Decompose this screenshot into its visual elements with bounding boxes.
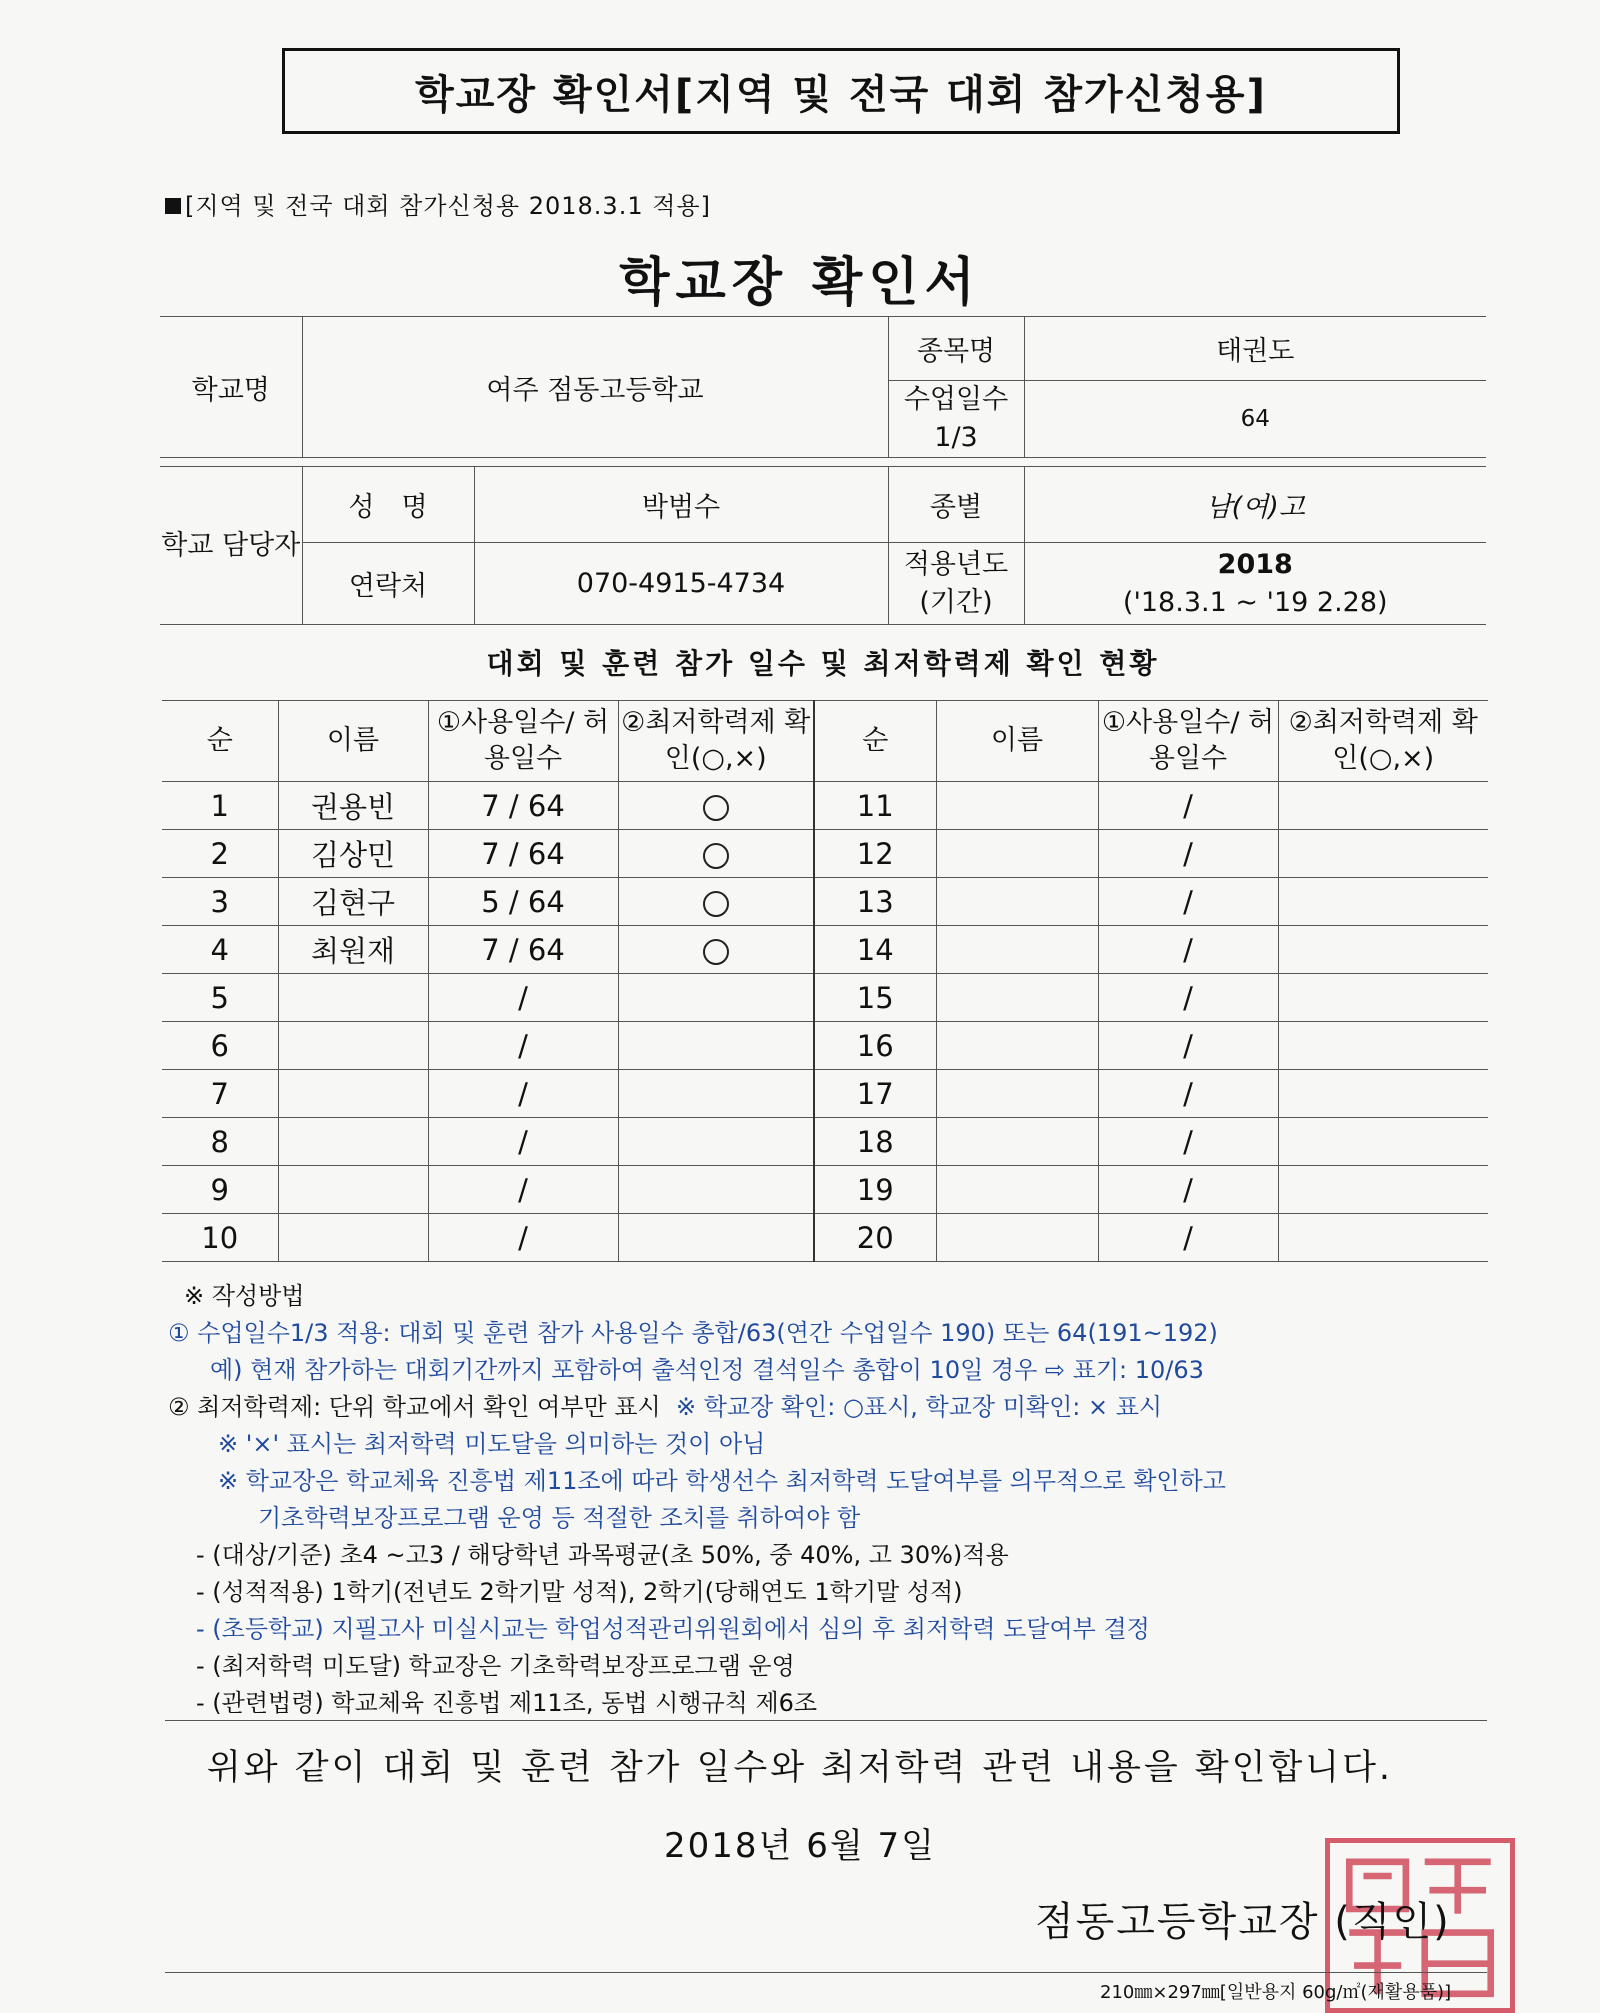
min-grade-check bbox=[1278, 1214, 1488, 1262]
min-grade-check bbox=[1278, 1166, 1488, 1214]
row-number: 17 bbox=[814, 1070, 936, 1118]
confirmed-circle-icon bbox=[703, 891, 729, 917]
table-row bbox=[162, 926, 1488, 974]
student-name: 김상민 bbox=[278, 830, 428, 878]
note-dash-4: - (최저학력 미도달) 학교장은 기초학력보장프로그램 운영 bbox=[196, 1652, 795, 1680]
document-title: 학교장 확인서 bbox=[619, 253, 981, 313]
min-grade-check bbox=[618, 926, 814, 974]
header-days: ①사용일수/ 허용일수 bbox=[428, 701, 618, 782]
days-ratio: / bbox=[1098, 974, 1278, 1022]
min-grade-check bbox=[1278, 974, 1488, 1022]
days-ratio: / bbox=[428, 1118, 618, 1166]
days-ratio: 7 / 64 bbox=[428, 926, 618, 974]
confirmed-circle-icon bbox=[703, 795, 729, 821]
table-row bbox=[162, 1070, 1488, 1118]
row-number: 18 bbox=[814, 1118, 936, 1166]
min-grade-check bbox=[1278, 830, 1488, 878]
row-number: 4 bbox=[162, 926, 278, 974]
row-number: 12 bbox=[814, 830, 936, 878]
note-4a: ※ 학교장은 학교체육 진흥법 제11조에 따라 학생선수 최저학력 도달여부를 의무적으로 확인하고 bbox=[218, 1467, 1226, 1495]
student-name bbox=[278, 974, 428, 1022]
row-number: 11 bbox=[814, 782, 936, 830]
min-grade-check bbox=[1278, 926, 1488, 974]
student-name bbox=[936, 1022, 1098, 1070]
row-number: 6 bbox=[162, 1022, 278, 1070]
note-2 bbox=[168, 1389, 1508, 1426]
row-number: 8 bbox=[162, 1118, 278, 1166]
table-row bbox=[162, 878, 1488, 926]
student-name: 김현구 bbox=[278, 878, 428, 926]
note-2b: ※ 학교장 확인: ○표시, 학교장 미확인: × 표시 bbox=[675, 1393, 1163, 1421]
student-name bbox=[936, 1070, 1098, 1118]
min-grade-check bbox=[618, 1118, 814, 1166]
min-grade-check bbox=[1278, 878, 1488, 926]
header-name: 이름 bbox=[936, 701, 1098, 782]
row-number: 19 bbox=[814, 1166, 936, 1214]
instructions-heading: ※ 작성방법 bbox=[184, 1282, 305, 1310]
row-number: 3 bbox=[162, 878, 278, 926]
instructions bbox=[168, 1278, 1508, 1722]
note-dash-2: - (성적적용) 1학기(전년도 2학기말 성적), 2학기(당해연도 1학기말 성적) bbox=[196, 1578, 963, 1606]
student-name bbox=[278, 1118, 428, 1166]
row-number: 2 bbox=[162, 830, 278, 878]
row-number: 5 bbox=[162, 974, 278, 1022]
contact-phone-value: 070-4915-4734 bbox=[474, 543, 888, 625]
days-ratio: / bbox=[428, 974, 618, 1022]
student-name bbox=[936, 782, 1098, 830]
division-label: 종별 bbox=[888, 467, 1024, 543]
min-grade-check bbox=[1278, 782, 1488, 830]
status-section-title: 대회 및 훈련 참가 일수 및 최저학력제 확인 현황 bbox=[486, 647, 1160, 680]
student-name bbox=[278, 1070, 428, 1118]
header-name: 이름 bbox=[278, 701, 428, 782]
student-name bbox=[936, 878, 1098, 926]
row-number: 9 bbox=[162, 1166, 278, 1214]
school-info-table bbox=[160, 316, 1486, 625]
table-row bbox=[162, 1214, 1488, 1262]
days-ratio: / bbox=[1098, 1118, 1278, 1166]
min-grade-check bbox=[618, 1166, 814, 1214]
student-name bbox=[278, 1166, 428, 1214]
student-name: 최원재 bbox=[278, 926, 428, 974]
school-contact-label: 학교 담당자 bbox=[160, 467, 302, 625]
student-name bbox=[936, 926, 1098, 974]
days-ratio: / bbox=[1098, 782, 1278, 830]
form-usage-tag bbox=[165, 186, 711, 221]
row-number: 20 bbox=[814, 1214, 936, 1262]
days-ratio: / bbox=[428, 1214, 618, 1262]
days-ratio: / bbox=[428, 1070, 618, 1118]
apply-period-value: ('18.3.1 ~ '19 2.28) bbox=[1122, 586, 1388, 618]
min-grade-check bbox=[1278, 1070, 1488, 1118]
contact-name-label: 성 명 bbox=[302, 467, 474, 543]
row-number: 15 bbox=[814, 974, 936, 1022]
table-row bbox=[162, 1022, 1488, 1070]
signer-name: 점동고등학교장 (직인) bbox=[1035, 1899, 1451, 1945]
min-grade-check bbox=[618, 974, 814, 1022]
student-name bbox=[936, 974, 1098, 1022]
student-name bbox=[278, 1214, 428, 1262]
row-number: 13 bbox=[814, 878, 936, 926]
table-row bbox=[162, 974, 1488, 1022]
days-ratio: / bbox=[1098, 1166, 1278, 1214]
note-dash-5: - (관련법령) 학교체육 진흥법 제11조, 동법 시행규칙 제6조 bbox=[196, 1689, 818, 1717]
issue-date: 2018년 6월 7일 bbox=[664, 1826, 936, 1866]
student-name bbox=[936, 830, 1098, 878]
table-separator bbox=[160, 458, 1486, 467]
days-ratio: / bbox=[1098, 926, 1278, 974]
division-value: 남(여)고 bbox=[1024, 467, 1486, 543]
note-dash-3: - (초등학교) 지필고사 미실시교는 학업성적관리위원회에서 심의 후 최저학력 도달여부 결정 bbox=[196, 1615, 1150, 1643]
note-dash-1: - (대상/기준) 초4 ~고3 / 해당학년 과목평균(초 50%, 중 40%, 고 30%)적용 bbox=[196, 1541, 1009, 1569]
note-1a: ① 수업일수1/3 적용: 대회 및 훈련 참가 사용일수 총합/63(연간 수업일수 190) 또는 64(191~192) bbox=[168, 1319, 1218, 1347]
days-ratio: / bbox=[1098, 1070, 1278, 1118]
confirmed-circle-icon bbox=[703, 843, 729, 869]
header-check: ②최저학력제 확인(○,×) bbox=[618, 701, 814, 782]
days-ratio: / bbox=[1098, 1214, 1278, 1262]
form-header-title: 학교장 확인서[지역 및 전국 대회 참가신청용] bbox=[282, 48, 1400, 134]
student-name bbox=[278, 1022, 428, 1070]
table-row bbox=[162, 1118, 1488, 1166]
days-ratio: 7 / 64 bbox=[428, 830, 618, 878]
apply-year-label: 적용년도 (기간) bbox=[888, 543, 1024, 625]
header-days: ①사용일수/ 허용일수 bbox=[1098, 701, 1278, 782]
apply-year-value: 2018 bbox=[1217, 548, 1293, 580]
note-1b: 예) 현재 참가하는 대회기간까지 포함하여 출석인정 결석일수 총합이 10일 경우 ⇨ 표기: 10/63 bbox=[210, 1356, 1204, 1384]
form-usage-tag-text: [지역 및 전국 대회 참가신청용 2018.3.1 적용] bbox=[185, 192, 711, 220]
min-grade-check bbox=[1278, 1118, 1488, 1166]
row-number: 10 bbox=[162, 1214, 278, 1262]
min-grade-check bbox=[618, 878, 814, 926]
days-ratio: / bbox=[428, 1022, 618, 1070]
divider bbox=[165, 1720, 1487, 1721]
header-check: ②최저학력제 확인(○,×) bbox=[1278, 701, 1488, 782]
apply-year-cell bbox=[1024, 543, 1486, 625]
days-ratio: 7 / 64 bbox=[428, 782, 618, 830]
paper-spec: 210㎜×297㎜[일반용지 60g/㎡(재활용품)] bbox=[1100, 1982, 1452, 2003]
participation-rows bbox=[162, 782, 1488, 1262]
header-num: 순 bbox=[814, 701, 936, 782]
days-ratio: / bbox=[1098, 830, 1278, 878]
days-ratio: / bbox=[1098, 878, 1278, 926]
participation-table bbox=[162, 700, 1488, 1262]
square-bullet-icon bbox=[165, 198, 181, 214]
table-row bbox=[162, 830, 1488, 878]
row-number: 7 bbox=[162, 1070, 278, 1118]
min-grade-check bbox=[618, 830, 814, 878]
table-row bbox=[162, 1166, 1488, 1214]
note-3: ※ '×' 표시는 최저학력 미도달을 의미하는 것이 아님 bbox=[218, 1430, 766, 1458]
event-label: 종목명 bbox=[888, 317, 1024, 381]
school-name-value: 여주 점동고등학교 bbox=[302, 317, 888, 458]
student-name bbox=[936, 1166, 1098, 1214]
class-days-value: 64 bbox=[1024, 381, 1486, 458]
note-4b: 기초학력보장프로그램 운영 등 적절한 조치를 취하여야 함 bbox=[258, 1504, 861, 1532]
school-name-label: 학교명 bbox=[160, 317, 302, 458]
contact-phone-label: 연락처 bbox=[302, 543, 474, 625]
contact-name-value: 박범수 bbox=[474, 467, 888, 543]
student-name: 권용빈 bbox=[278, 782, 428, 830]
row-number: 1 bbox=[162, 782, 278, 830]
row-number: 16 bbox=[814, 1022, 936, 1070]
header-num: 순 bbox=[162, 701, 278, 782]
student-name bbox=[936, 1214, 1098, 1262]
min-grade-check bbox=[1278, 1022, 1488, 1070]
days-ratio: / bbox=[1098, 1022, 1278, 1070]
note-2a: ② 최저학력제: 단위 학교에서 확인 여부만 표시 bbox=[168, 1393, 661, 1421]
row-number: 14 bbox=[814, 926, 936, 974]
footer-divider bbox=[165, 1972, 1487, 1973]
days-ratio: 5 / 64 bbox=[428, 878, 618, 926]
days-ratio: / bbox=[428, 1166, 618, 1214]
min-grade-check bbox=[618, 1214, 814, 1262]
table-row bbox=[162, 782, 1488, 830]
class-days-label: 수업일수 1/3 bbox=[888, 381, 1024, 458]
event-value: 태권도 bbox=[1024, 317, 1486, 381]
student-name bbox=[936, 1118, 1098, 1166]
min-grade-check bbox=[618, 1070, 814, 1118]
min-grade-check bbox=[618, 782, 814, 830]
min-grade-check bbox=[618, 1022, 814, 1070]
confirmed-circle-icon bbox=[703, 939, 729, 965]
confirmation-statement: 위와 같이 대회 및 훈련 참가 일수와 최저학력 관련 내용을 확인합니다. bbox=[206, 1748, 1394, 1788]
